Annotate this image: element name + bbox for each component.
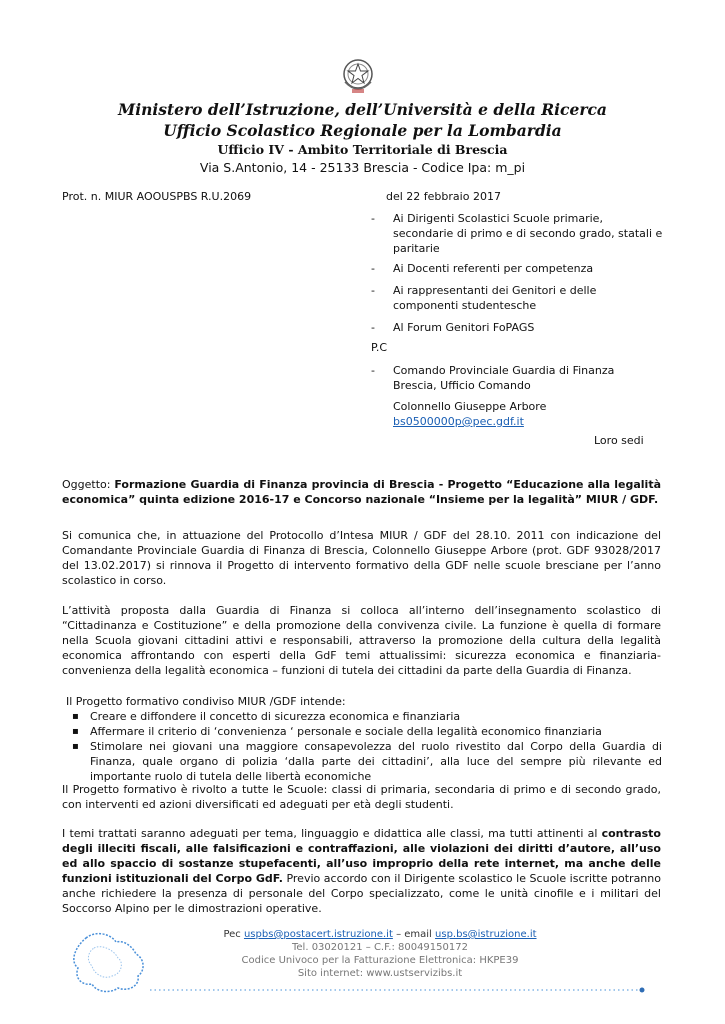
subject [62,477,661,507]
footer-site: Sito internet: www.ustservizibs.it [297,968,463,979]
pc-email-link[interactable]: bs0500000p@pec.gdf.it [393,415,524,428]
list-item: ▪ Stimolare nei giovani una maggiore consapevolezza del ruolo rivestito dal Corpo della Guardia di Finanza, quale organo di polizia ‘dalla parte dei cittadini’, alla luce del sempre più rilevante ed importante ruolo di tutela delle libertà economiche [72,739,662,784]
letter-date: del 22 febbraio 2017 [386,190,501,203]
header-ministry: Ministero dell’Istruzione, dell’Università e della Ricerca [118,100,607,119]
header-office: Ufficio IV - Ambito Territoriale di Brescia [217,142,508,157]
footer-dotted-line [150,985,650,995]
header-address: Via S.Antonio, 14 - 25133 Brescia - Codice Ipa: m_pi [199,160,526,175]
list-item: ▪ Creare e diffondere il concetto di sicurezza economica e finanziaria [72,709,662,724]
header-regional-office: Ufficio Scolastico Regionale per la Lombardia [163,121,562,140]
subject-text: Formazione Guardia di Finanza provincia di Brescia - Progetto “Educazione alla legalità economica” quinta edizione 2016-17 e Concorso nazionale “Insieme per la legalità” MIUR / GDF. [62,478,662,506]
paragraph-activity: L’attività proposta dalla Guardia di Finanza si colloca all’interno dell’insegnamento scolastico di “Cittadinanza e Costituzione” e della promozione della convivenza civile. La funzione è quella di formare nella Scuola giovani cittadini attivi e responsabili, attraverso la promozione della cultura della legalità economica affrontando con esperti della GdF temi attualissimi: sicurezza economica e finanziaria- convenienza della legalità economica – funzioni di tutela dei cittadini da parte della Guardia di Finanza. [62,604,661,677]
protocol-number: Prot. n. MIUR AOOUSPBS R.U.2069 [62,190,252,203]
pc-label: P.C [371,341,388,354]
italian-republic-emblem-icon [340,56,376,96]
list-item: ▪ Affermare il criterio di ‘convenienza ‘ personale e sociale della legalità economico finanziaria [72,724,662,739]
footer-tel: Tel. 03020121 – C.F.: 80049150172 [292,942,468,953]
paragraph-topics: I temi trattati saranno adeguati per tema, linguaggio e didattica alle classi, ma tutti attinenti al contrasto degli illeciti fiscali, alle falsificazioni e contraffazioni, alle violazioni dei diritti d’autore, all’uso ed allo spaccio di sostanze stupefacenti, all’uso improprio della rete internet, ma anche delle funzioni istituzionali del Corpo GdF. Previo accordo con il Dirigente scolastico le Scuole iscritte potranno anche richiedere la presenza di personale del Corpo specializzato, come le unità cinofile e i militari del Soccorso Alpino per le dimostrazioni operative. [62,827,661,915]
subject-label: Oggetto: [62,478,111,491]
footer-codice: Codice Univoco per la Fatturazione Elettronica: HKPE39 [241,955,519,966]
email-link[interactable]: usp.bs@istruzione.it [435,929,537,940]
paragraph-target: Il Progetto formativo è rivolto a tutte le Scuole: classi di primaria, secondaria di primo e di secondo grado, con interventi ed azioni diversificati ed adeguati per età degli studenti. [62,783,661,811]
intent-intro: Il Progetto formativo condiviso MIUR /GDF intende: [66,695,346,708]
intent-list [72,709,662,784]
paragraph-intro: Si comunica che, in attuazione del Protocollo d’Intesa MIUR / GDF del 28.10. 2011 con indicazione del Comandante Provinciale Guardia di Finanza di Brescia, Colonnello Giuseppe Arbore (prot. GDF 93028/2017 del 13.02.2017) si rinnova il Progetto di intervento formativo della GDF nelle scuole bresciane per l’anno scolastico in corso. [62,529,661,587]
loro-sedi: Loro sedi [594,434,644,447]
lombardia-map-icon [66,928,151,998]
footer-contacts: Pec uspbs@postacert.istruzione.it – email usp.bs@istruzione.it [223,929,537,940]
pec-email-link[interactable]: uspbs@postacert.istruzione.it [243,929,393,940]
